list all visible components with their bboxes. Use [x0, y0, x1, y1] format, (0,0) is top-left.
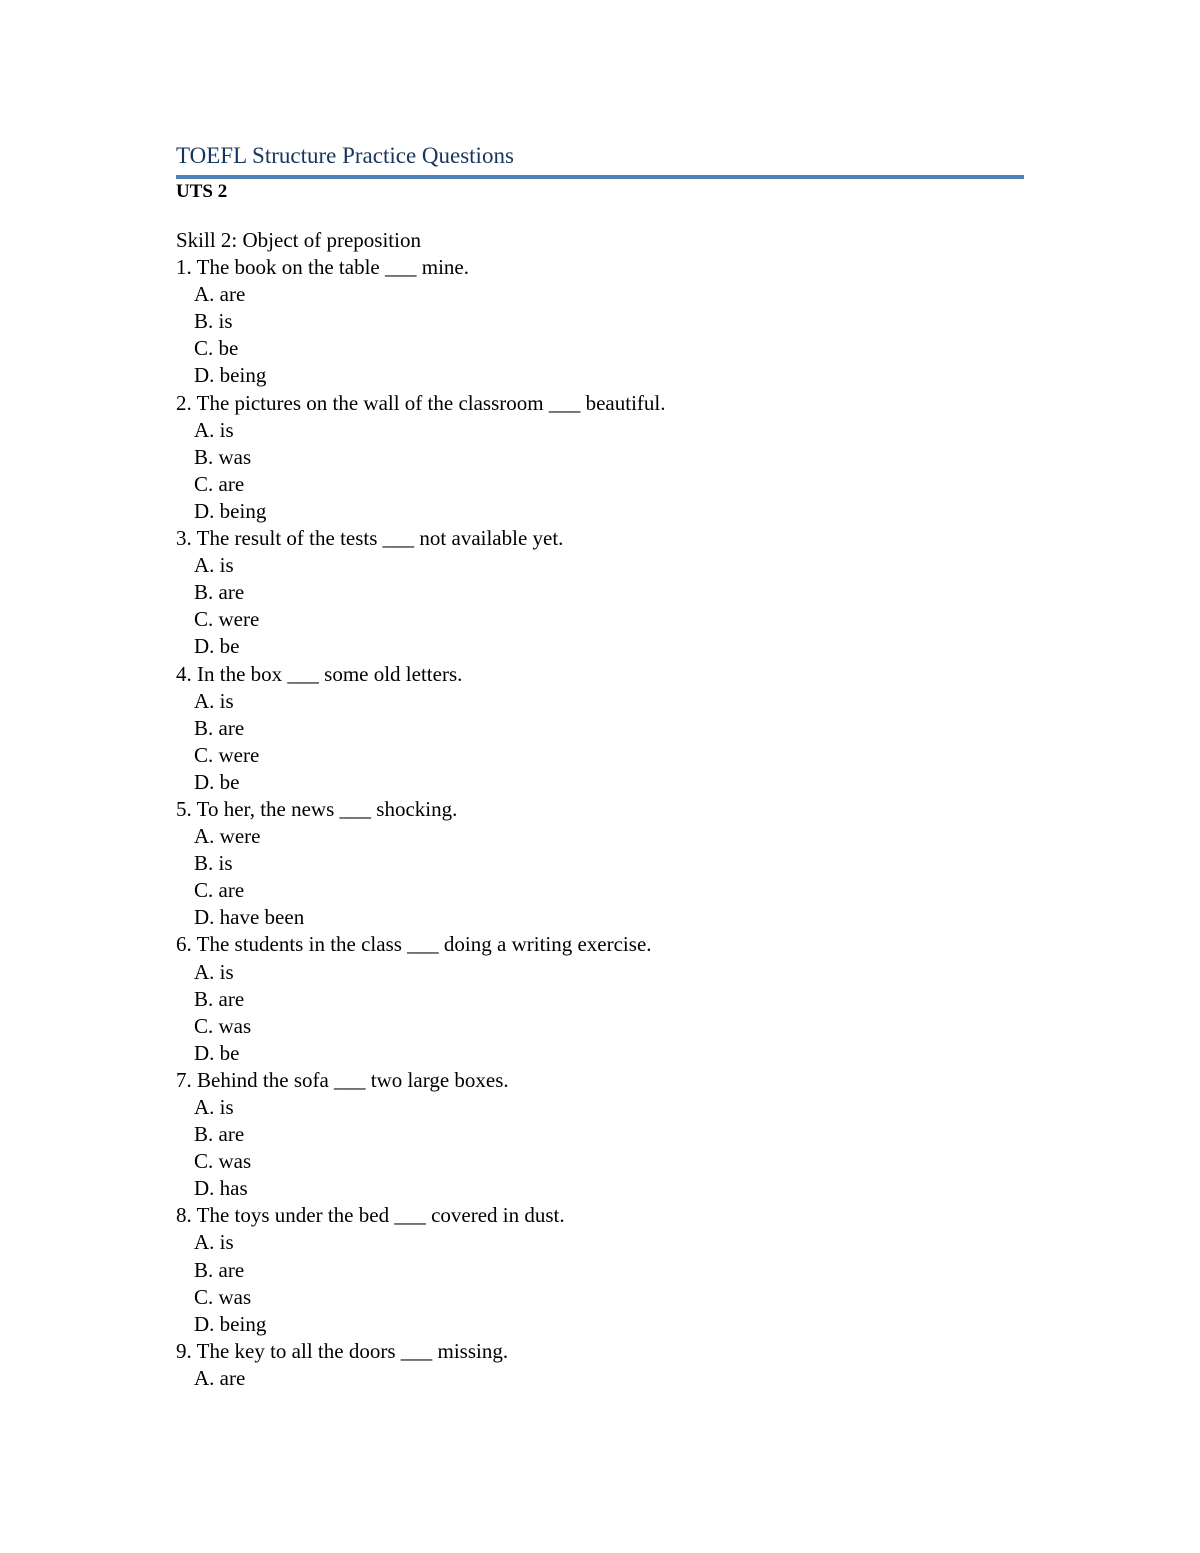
document-subtitle: UTS 2 [176, 181, 228, 202]
question-text: 3. The result of the tests ___ not available yet. [176, 526, 564, 551]
question-block [176, 1338, 1024, 1392]
question-block [176, 525, 1024, 660]
question-text: 1. The book on the table ___ mine. [176, 255, 469, 280]
answer-option: A. are [194, 282, 246, 307]
question-block [176, 661, 1024, 796]
question-text: 4. In the box ___ some old letters. [176, 661, 463, 686]
question-text: 8. The toys under the bed ___ covered in dust. [176, 1203, 565, 1228]
answer-option: B. are [194, 1122, 245, 1147]
question-block [176, 796, 1024, 931]
answer-option: D. be [194, 634, 240, 659]
answer-option: D. be [194, 769, 240, 794]
answer-option: D. be [194, 1040, 240, 1065]
question-text: 2. The pictures on the wall of the classroom ___ beautiful. [176, 390, 666, 415]
answer-option: A. is [194, 1230, 234, 1255]
question-text: 7. Behind the sofa ___ two large boxes. [176, 1067, 509, 1092]
answer-option: A. is [194, 959, 234, 984]
answer-option: B. is [194, 309, 233, 334]
answer-option: D. being [194, 1311, 267, 1336]
question-text: 9. The key to all the doors ___ missing. [176, 1338, 509, 1363]
document-title: TOEFL Structure Practice Questions [176, 143, 514, 168]
answer-option: C. was [194, 1149, 252, 1174]
question-block [176, 931, 1024, 1066]
answer-option: C. was [194, 1284, 252, 1309]
answer-option: B. are [194, 580, 245, 605]
answer-option: D. being [194, 498, 267, 523]
answer-option: C. are [194, 878, 245, 903]
question-block [176, 254, 1024, 389]
answer-option: B. was [194, 444, 252, 469]
answer-option: B. are [194, 986, 245, 1011]
answer-option: A. is [194, 417, 234, 442]
answer-option: C. was [194, 1013, 252, 1038]
answer-option: A. are [194, 1365, 246, 1390]
answer-option: D. have been [194, 905, 305, 930]
question-block [176, 390, 1024, 525]
question-text: 6. The students in the class ___ doing a writing exercise. [176, 932, 652, 957]
question-list [176, 227, 1024, 1392]
question-block [176, 1202, 1024, 1337]
answer-option: C. were [194, 607, 260, 632]
answer-option: B. are [194, 1257, 245, 1282]
question-text: 5. To her, the news ___ shocking. [176, 796, 458, 821]
answer-option: C. be [194, 336, 239, 361]
question-block [176, 1067, 1024, 1202]
answer-option: B. are [194, 715, 245, 740]
answer-option: A. were [194, 824, 261, 849]
answer-option: A. is [194, 553, 234, 578]
answer-option: C. were [194, 742, 260, 767]
answer-option: D. has [194, 1176, 248, 1201]
answer-option: B. is [194, 851, 233, 876]
section-heading: Skill 2: Object of preposition [176, 228, 421, 252]
answer-option: C. are [194, 471, 245, 496]
title-underline-rule [176, 175, 1024, 179]
answer-option: A. is [194, 688, 234, 713]
answer-option: D. being [194, 363, 267, 388]
answer-option: A. is [194, 1095, 234, 1119]
